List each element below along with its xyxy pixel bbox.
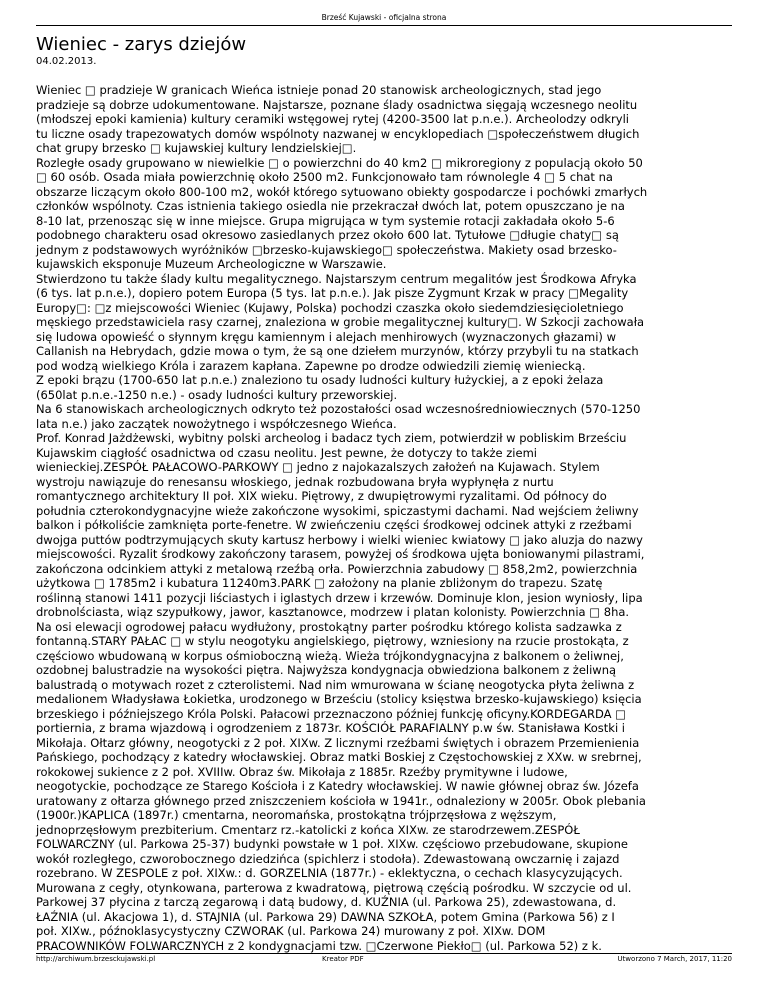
body-line: wystroju nawiązuje do renesansu włoskiego, jednak rozbudowana bryła wypłynęła z nurtu [36, 474, 554, 489]
body-line: Rozległe osady grupowano w niewielkie □ o powierzchni do 40 km2 □ mikroregiony z populacją około 50 [36, 155, 643, 170]
footer-divider [36, 953, 732, 954]
body-line: fontanną.STARY PAŁAC □ w stylu neogotyku angielskiego, piętrowy, wzniesiony na rzucie prostokąta, z [36, 634, 629, 648]
body-line: zakończona odcinkiem attyki z metalową rzeźbą orła. Powierzchnia zabudowy □ 858,2m2, powierzchnia [36, 561, 638, 576]
body-line: Kujawskim ciągłość osadnictwa od czasu neolitu. Jest pewne, że dotyczy to także ziemi [36, 445, 537, 460]
body-line: FOLWARCZNY (ul. Parkowa 25-37) budynki powstałe w 1 poł. XIXw. częściowo przebudowane, skupione [36, 837, 628, 851]
body-line: członków wspólnoty. Czas istnienia takiego osiedla nie przekraczał dwóch lat, potem opuszczano je na [36, 199, 625, 213]
body-line: balkon i półkoliście zamknięta porte-fenetre. W zwieńczeniu części środkowej odcinek attyki z rzeźbami [36, 518, 632, 532]
article-title: Wieniec - zarys dziejów [36, 34, 247, 55]
body-line: Pańskiego, pochodzący z katedry włocławskiej. Obraz matki Boskiej z Częstochowskiej z XXw. w srebrnej, [36, 750, 642, 764]
body-line: użytkowa □ 1785m2 i kubatura 11240m3.PARK □ założony na planie zbliżonym do trapezu. Szatę [36, 576, 603, 590]
body-line: kujawskich eksponuje Muzeum Archeologiczne w Warszawie. [36, 257, 387, 271]
body-line: podobnego charakteru osad okresowo zasiedlanych przez około 600 lat. Tytułowe □długie chaty□ są [36, 228, 619, 242]
body-line: obszarze liczącym około 800-100 m2, wokół którego sytuowano obiekty gospodarcze i pochówki zmarłych [36, 184, 648, 199]
footer-url: http://archiwum.brzesckujawski.pl [36, 955, 156, 963]
body-line: medalionem Władysława Łokietka, urodzonego w Brześciu (stolicy księstwa brzesko-kujawskiego) księcia [36, 692, 642, 706]
body-line: ŁAŹNIA (ul. Akacjowa 1), d. STAJNIA (ul. Parkowa 29) DAWNA SZKOŁA, potem Gmina (Parkowa 56) z I [36, 909, 615, 924]
body-line: uratowany z ołtarza głównego przed zniszczeniem kościoła w 1941r., odnaleziony w 2005r. Obok plebania [36, 793, 646, 808]
body-line: wienieckiej.ZESPÓŁ PAŁACOWO-PARKOWY □ jedno z najokazalszych założeń na Kujawach. Stylem [36, 460, 600, 474]
body-line: dwojga puttów podtrzymujących skuty kartusz herbowy i wielki wieniec kwiatowy □ jako aluzja do nazwy [36, 532, 643, 547]
body-line: Z epoki brązu (1700-650 lat p.n.e.) znaleziono tu osady ludności kultury łużyckiej, a z epoki żelaza [36, 373, 604, 387]
body-line: Parkowej 37 płycina z tarczą zegarową i datą budowy, d. KUŹNIA (ul. Parkowa 25), zdewastowana, d. [36, 895, 617, 909]
body-line: (1900r.)KAPLICA (1897r.) cmentarna, neoromańska, prostokątna trójprzęsłowa z węższym, [36, 808, 557, 822]
page-footer [36, 955, 732, 965]
body-line: jednoprzęsłowym prezbiterium. Cmentarz rz.-katolicki z końca XIXw. ze starodrzewem.ZESPÓŁ [36, 822, 580, 837]
body-line: Callanish na Hebrydach, gdzie mowa o tym, że są one dziełem murzynów, którzy przybyli tu na statkach [36, 344, 639, 358]
body-line: portiernia, z brama wjazdową i ogrodzeniem z 1873r. KOŚCIÓŁ PARAFIALNY p.w św. Stanisława Kostki i [36, 721, 625, 735]
body-line: południa czterokondygnacyjne wieże zakończone wysokimi, spiczastymi dachami. Nad wejściem żeliwny [36, 503, 639, 518]
body-line: lata n.e.) jako zaczątek nowożytnego i współczesnego Wieńca. [36, 416, 397, 431]
body-line: roślinną stanowi 1411 pozycji liściastych i iglastych drzew i krzewów. Dominuje klon, jesion wyniosły, lipa [36, 590, 643, 605]
article-body [36, 83, 736, 953]
body-line: pradzieje są dobrze udokumentowane. Najstarsze, poznane ślady osadnictwa sięgają wczesnego neolitu [36, 97, 638, 112]
body-line: drobnolściasta, wiąz szypułkowy, jawor, kasztanowce, modrzew i platan kolonisty. Powierzchnia □ 8ha. [36, 605, 630, 619]
header-divider [36, 25, 732, 26]
body-line: jednym z podstawowych wyróżników □brzesko-kujawskiego□ społeczeństwa. Makiety osad brzesko- [36, 242, 617, 257]
body-line: Murowana z cegły, otynkowana, parterowa z kwadratową, piętrową częścią pośrodku. W szczycie od ul. [36, 880, 632, 895]
body-line: brzeskiego i późniejszego Króla Polski. Pałacowi przeznaczono później funkcję oficyny.KORDEGARDA □ [36, 706, 626, 721]
body-line: (650lat p.n.e.-1250 n.e.) - osady ludności kultury przeworskiej. [36, 387, 398, 402]
body-line: (6 tys. lat p.n.e.), dopiero potem Europa (5 tys. lat p.n.e.). Jak pisze Zygmunt Krzak w pracy □Megality [36, 286, 629, 300]
body-line: Prof. Konrad Jażdżewski, wybitny polski archeolog i badacz tych ziem, potwierdził w pobliskim Brześciu [36, 431, 627, 445]
body-line: tu liczne osady trapezowatych domów wspólnoty nazwanej w encyklopediach □społeczeństwem długich [36, 126, 640, 141]
body-line: (młodszej epoki kamienia) kultury ceramiki wstęgowej rytej (4200-3500 lat p.n.e.). Archeolodzy odkryli [36, 112, 629, 126]
page-header [0, 13, 768, 22]
footer-generator: Kreator PDF [322, 955, 364, 963]
body-line: 8-10 lat, przenosząc się w inne miejsce. Grupa migrująca w tym systemie rotacji zakładała około 5-6 [36, 213, 615, 228]
body-line: neogotyckie, pochodzące ze Starego Kościoła i z Katedry włocławskiej. W nawie głównej obraz św. Józefa [36, 779, 639, 793]
body-line: ozdobnej balustradzie na wysokości piętra. Najwyższa kondygnacja obwiedziona balkonem z żeliwną [36, 663, 617, 677]
body-line: chat grupy brzesko □ kujawskiej kultury lendzielskiej□. [36, 141, 357, 155]
body-line: miejscowości. Ryzalit środkowy zakończony tarasem, powyżej oś środkowa ujęta boniowanymi pilastrami, [36, 547, 645, 561]
body-line: Stwierdzono tu także ślady kultu megalitycznego. Najstarszym centrum megalitów jest Środkowa Afryka [36, 271, 637, 286]
body-line: męskiego przedstawiciela rasy czarnej, znaleziona w grobie megalitycznej kultury□. W Szkocji zachowała [36, 315, 645, 329]
body-line: Na osi elewacji ogrodowej pałacu wydłużony, prostokątny parter pośrodku którego kolista sadzawka z [36, 619, 622, 634]
body-line: Europy□: □z miejscowości Wieniec (Kujawy, Polska) pochodzi czaszka około siedemdziesięcioletniego [36, 300, 624, 315]
body-line: balustradą o motywach rozet z czterolistemi. Nad nim wmurowana w ścianę neogotycka płyta żeliwna z [36, 677, 635, 692]
site-title: Brześć Kujawski - oficjalna strona [321, 13, 447, 22]
body-line: □ 60 osób. Osada miała powierzchnię około 2500 m2. Funkcjonowało tam równolegle 4 □ 5 chat na [36, 170, 613, 184]
body-line: Wieniec □ pradzieje W granicach Wieńca istnieje ponad 20 stanowisk archeologicznych, stad jego [36, 83, 602, 97]
body-line: się ludowa opowieść o słynnym kręgu kamiennym i alejach menhirowych (wyznaczonych głazami) w [36, 329, 616, 344]
body-line: wokół rozległego, czworobocznego dziedzińca (spichlerz i stodoła). Zdewastowaną owczarnię i zajazd [36, 851, 620, 866]
body-line: PRACOWNIKÓW FOLWARCZNYCH z 2 kondygnacjami tzw. □Czerwone Piekło□ (ul. Parkowa 52) z k. [36, 938, 602, 953]
body-line: Mikołaja. Ołtarz główny, neogotycki z 2 poł. XIXw. Z licznymi rzeźbami świętych i obrazem Przemienienia [36, 735, 640, 750]
body-line: romantycznego architektury II poł. XIX wieku. Piętrowy, z dwupiętrowymi ryzalitami. Od północy do [36, 489, 607, 503]
footer-created: Utworzono 7 March, 2017, 11:20 [617, 955, 732, 963]
body-line: Na 6 stanowiskach archeologicznych odkryto też pozostałości osad wczesnośredniowiecznych (570-1250 [36, 402, 641, 416]
body-line: rokokowej sukience z 2 poł. XVIIIw. Obraz św. Mikołaja z 1885r. Rzeźby prymitywne i ludowe, [36, 764, 568, 779]
body-line: pod wodzą wielkiego Króla i zarazem kapłana. Zapewne po drodze odwiedzili ziemię wieniecką. [36, 358, 586, 373]
article-date: 04.02.2013. [36, 56, 97, 67]
body-line: częściowo wbudowaną w korpus ośmioboczną wieżą. Wieża trójkondygnacyjna z balkonem o żeliwnej, [36, 648, 624, 663]
body-line: poł. XIXw., późnoklasycystyczny CZWORAK (ul. Parkowa 24) murowany z poł. XIXw. DOM [36, 924, 546, 938]
body-line: rozebrano. W ZESPOLE z poł. XIXw.: d. GORZELNIA (1877r.) - eklektyczna, o cechach klasycyzujących. [36, 866, 623, 880]
